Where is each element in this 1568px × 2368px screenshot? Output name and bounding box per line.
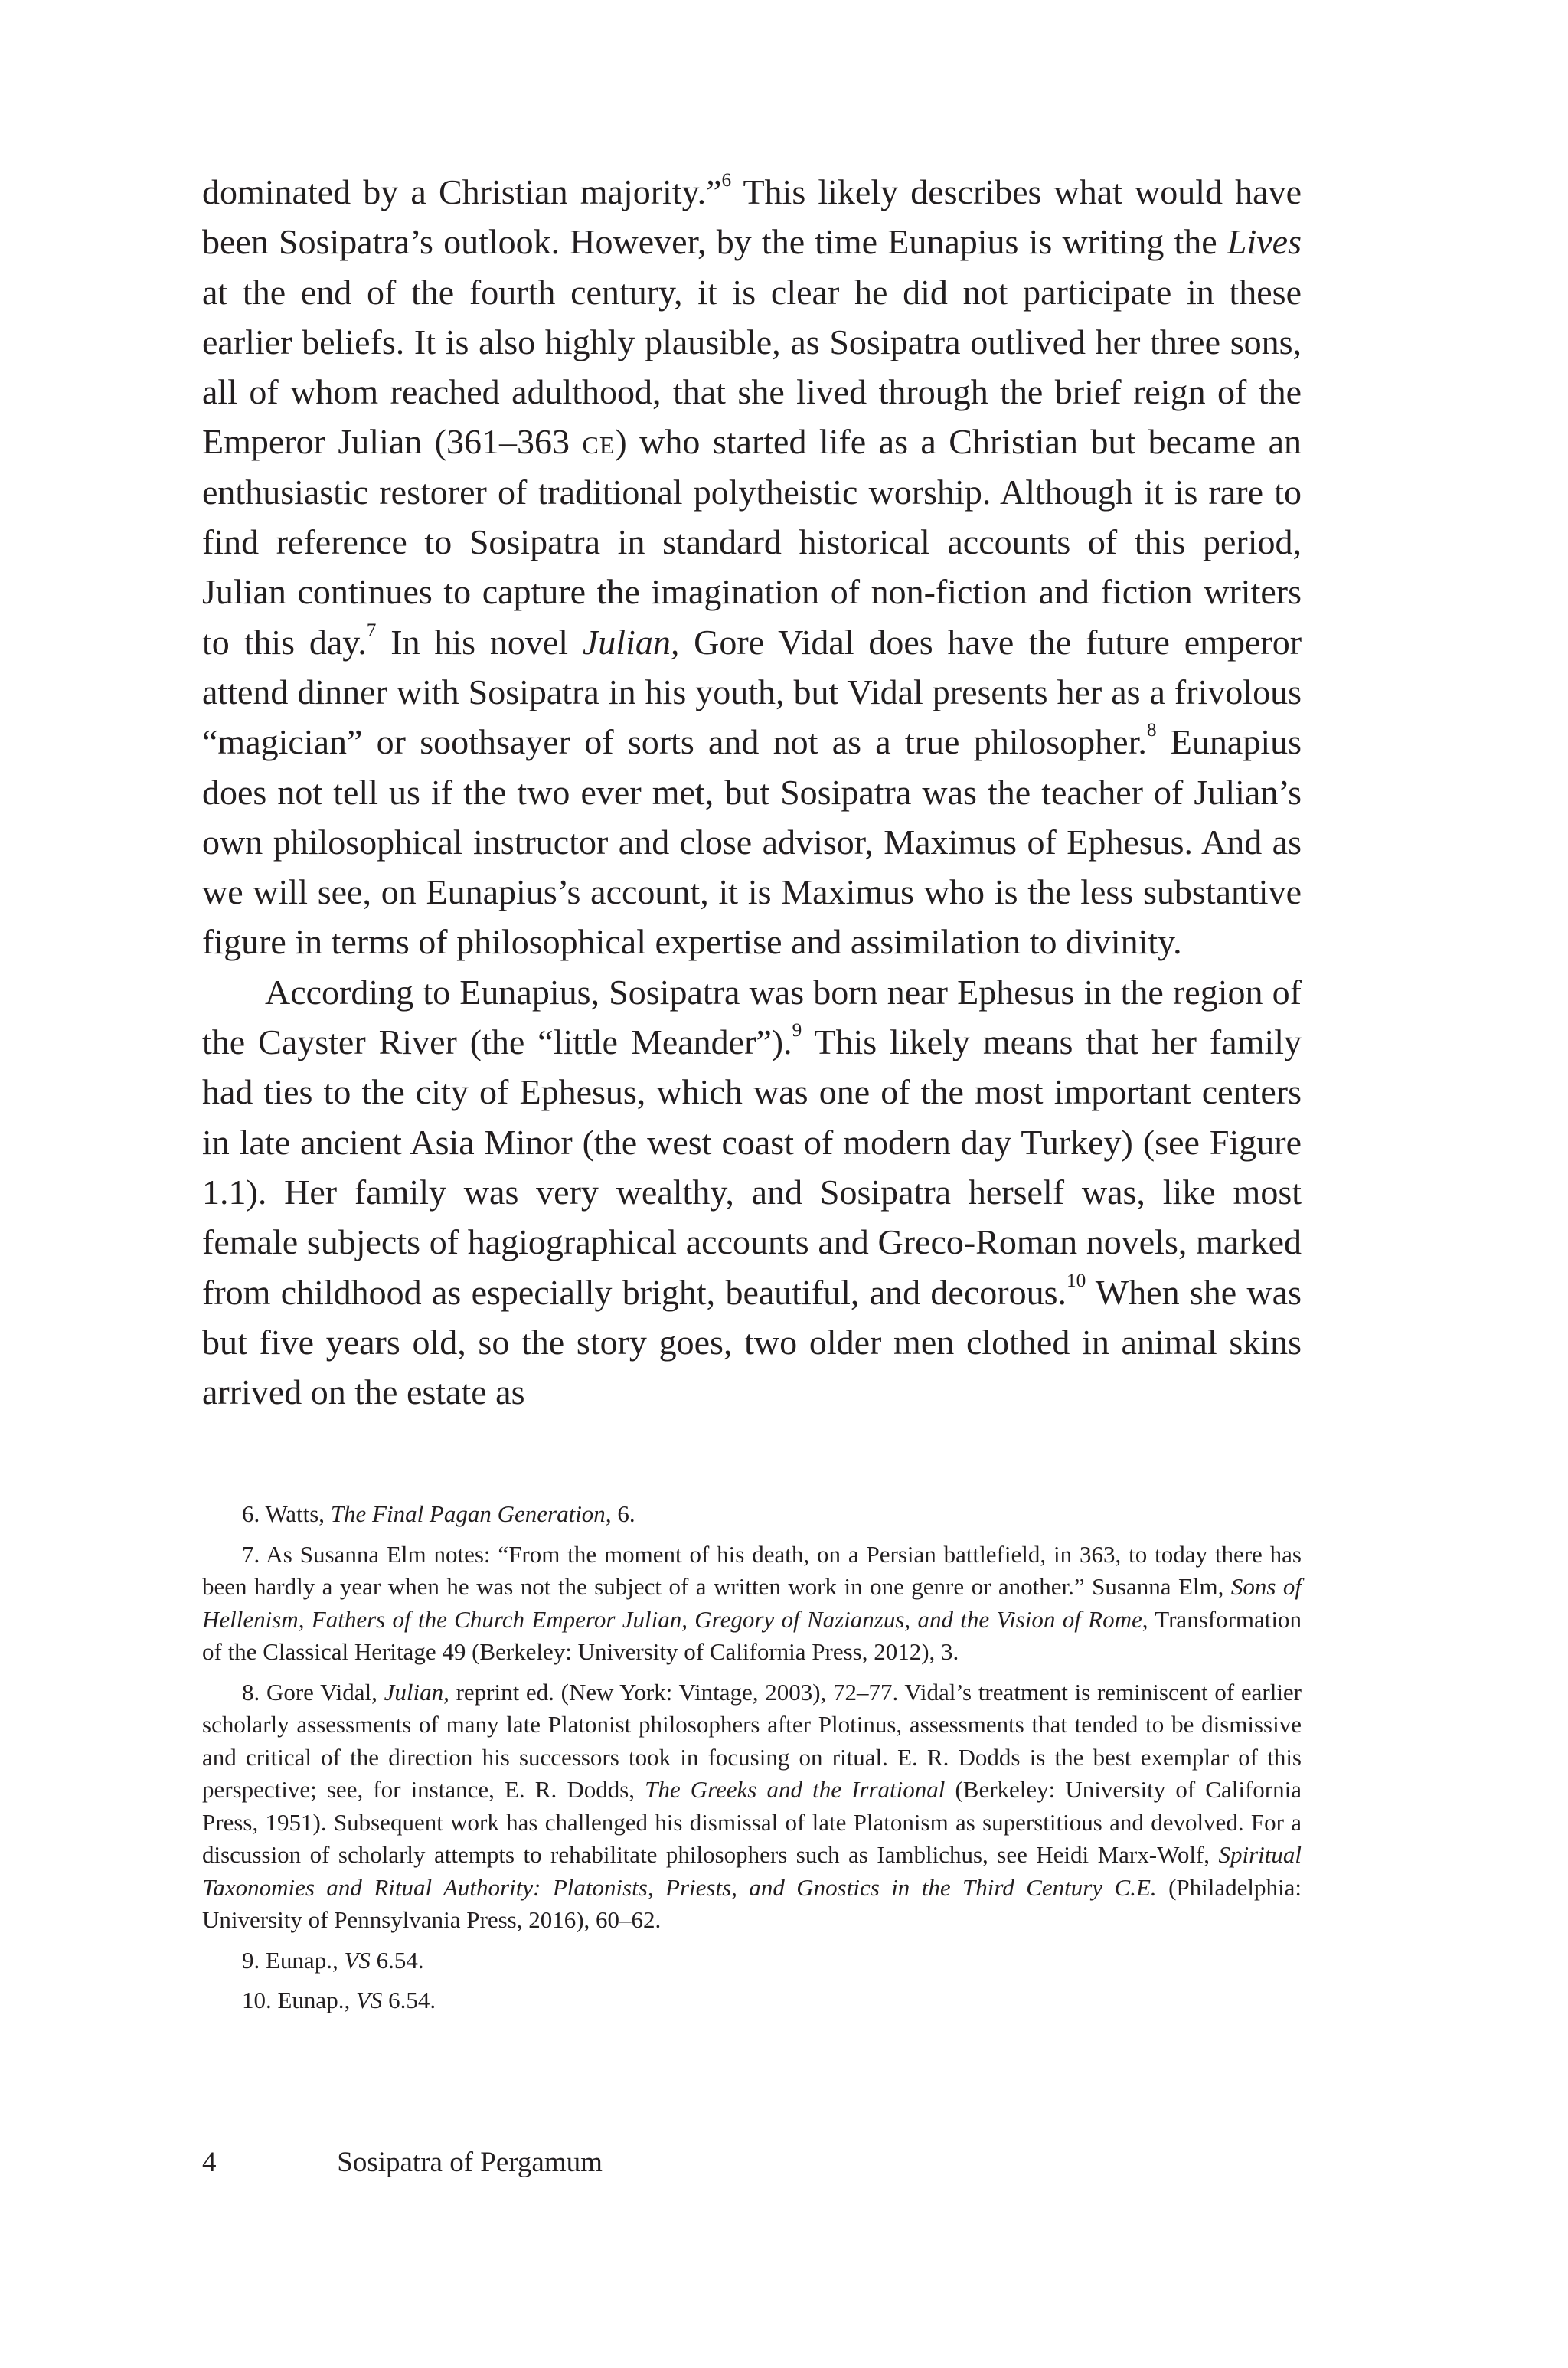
small-caps-text: ce [582, 422, 616, 462]
italic-text: Julian [384, 1678, 444, 1706]
note-reference: 9 [792, 1019, 802, 1042]
note-reference: 6 [721, 169, 732, 191]
page-footer [202, 2146, 603, 2180]
italic-text: The Greeks and the Irrational [645, 1776, 946, 1803]
note-reference: 10 [1066, 1269, 1086, 1291]
italic-text: Julian, [582, 622, 680, 662]
note-reference: 8 [1146, 719, 1157, 741]
paragraph-1: dominated by a Christian majority.”$^6$ This likely describes what would have been Sosipatra’s outlook. However, by the time Eunapius is writing the Lives at the end of the fourth century, it is clear he did not participate in these earlier beliefs. It is also highly plausible, as Sosipatra outlived her three sons, all of whom reached adulthood, that she lived through the brief reign of the Emperor Julian (361–363 ce) who started life as a Christian but became an enthusiastic restorer of traditional polytheistic worship. Although it is rare to find reference to Sosipatra in standard historical accounts of this period, Julian continues to capture the imagination of non-fiction and fiction writers to this day.$^7$ In his novel Julian, Gore Vidal does have the future emperor attend dinner with Sosipatra in his youth, but Vidal presents her as a frivolous “magician” or soothsayer of sorts and not as a true philosopher.$^8$ Eunapius does not tell us if the two ever met, but Sosipatra was the teacher of Julian’s own philosophical instructor and close advisor, Maximus of Ephesus. And as we will see, on Eunapius’s account, it is Maximus who is the less substantive figure in terms of philosophical expertise and assimilation to divinity. [202, 169, 1302, 962]
footnotes [202, 1498, 1302, 2025]
page-number: 4 [202, 2147, 217, 2178]
italic-text: Sons of Hellenism, Fathers of the Church Emperor Julian, Gregory of Nazianzus, and the Vision of Rome [202, 1573, 1302, 1633]
note-reference: 7 [366, 619, 377, 641]
italic-text: The Final Pagan Generation [330, 1500, 606, 1527]
italic-text: VS [355, 1987, 383, 2013]
italic-text: VS [344, 1946, 371, 1974]
footnote-10: 10. Eunap., VS 6.54. [242, 1987, 436, 2013]
running-title: Sosipatra of Pergamum [337, 2147, 603, 2178]
footnote-8: 8. Gore Vidal, Julian, reprint ed. (New York: Vintage, 2003), 72–77. Vidal’s treatment is reminiscent of earlier scholarly assessments of many late Platonist philosophers after Plotinus, assessments that tended to be dismissive and critical of the direction his successors took in focusing on ritual. E. R. Dodds is the best exemplar of this perspective; see, for instance, E. R. Dodds, The Greeks and the Irrational (Berkeley: University of California Press, 1951). Subsequent work has challenged his dismissal of late Platonism as superstitious and devolved. For a discussion of scholarly attempts to rehabilitate philosophers such as Iamblichus, see Heidi Marx-Wolf, Spiritual Taxonomies and Ritual Authority: Platonists, Priests, and Gnostics in the Third Century C.E. (Philadelphia: University of Pennsylvania Press, 2016), 60–62. [202, 1678, 1302, 1933]
italic-text: Lives [1227, 222, 1302, 262]
footnote-7: 7. As Susanna Elm notes: “From the moment of his death, on a Persian battlefield, in 363, to today there has been hardly a year when he was not the subject of a written work in one genre or another.” Susanna Elm, Sons of Hellenism, Fathers of the Church Emperor Julian, Gregory of Nazianzus, and the Vision of Rome, Transformation of the Classical Heritage 49 (Berkeley: University of California Press, 2012), 3. [202, 1540, 1302, 1665]
footnote-6: 6. Watts, The Final Pagan Generation, 6. [242, 1500, 635, 1527]
paragraph-2: According to Eunapius, Sosipatra was born near Ephesus in the region of the Cayster River (the “little Meander”).$^9$ This likely means that her family had ties to the city of Ephesus, which was one of the most important centers in late ancient Asia Minor (the west coast of modern day Turkey) (see Figure 1.1). Her family was very wealthy, and Sosipatra herself was, like most female subjects of hagiographical accounts and Greco-Roman novels, marked from childhood as especially bright, beautiful, and decorous.$^{10}$ When she was but five years old, so the story goes, two older men clothed in animal skins arrived on the estate as [202, 972, 1302, 1412]
italic-text: Spiritual Taxonomies and Ritual Authority: Platonists, Priests, and Gnostics in the Third Century C.E. [202, 1841, 1302, 1901]
main-text [202, 167, 1302, 1417]
footnote-9: 9. Eunap., VS 6.54. [242, 1946, 424, 1974]
